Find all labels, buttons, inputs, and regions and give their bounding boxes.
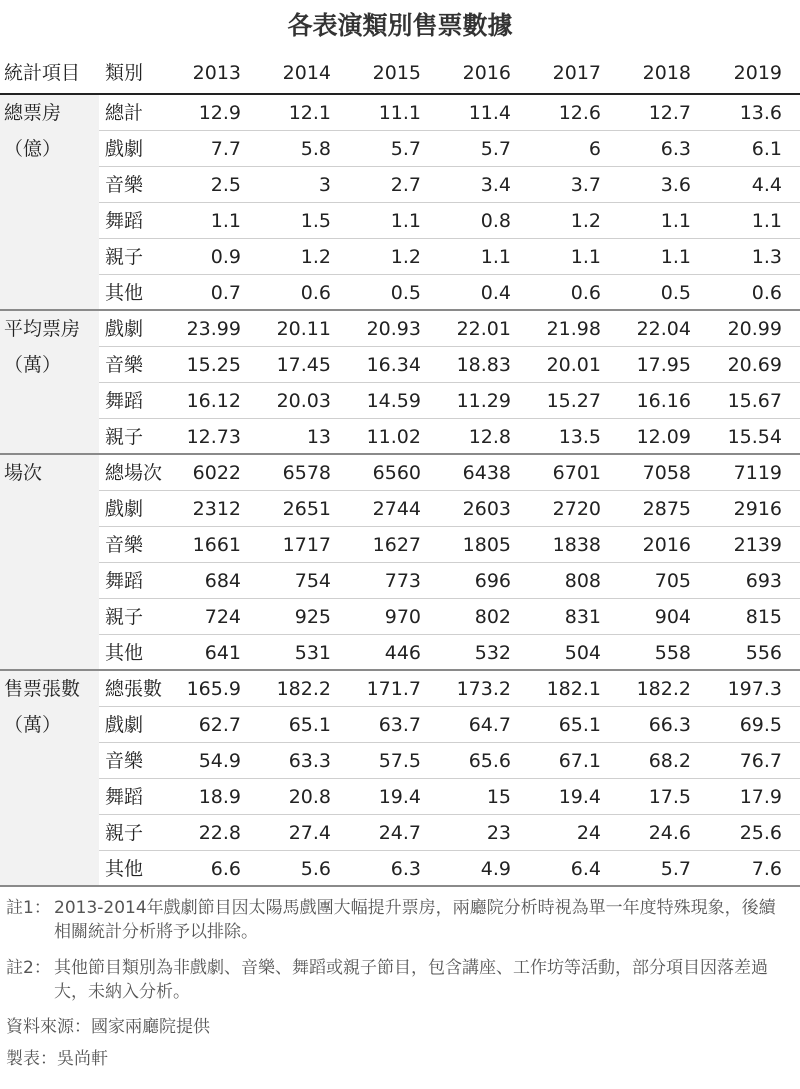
category-cell: 總計 xyxy=(105,102,144,124)
category-cell: 舞蹈 xyxy=(105,570,144,592)
value-cell: 20.01 xyxy=(546,354,601,376)
value-cell: 0.5 xyxy=(390,282,421,304)
category-cell: 總張數 xyxy=(105,678,163,700)
footnote-text: 2013-2014年戲劇節目因太陽馬戲團大幅提升票房，兩廳院分析時視為單一年度特殊現象，後續相關統計分析將予以排除。 xyxy=(54,898,776,942)
value-cell: 556 xyxy=(745,642,782,664)
value-cell: 2875 xyxy=(642,498,691,520)
value-cell: 23 xyxy=(486,822,511,844)
value-cell: 0.6 xyxy=(300,282,331,304)
value-cell: 2.5 xyxy=(210,174,241,196)
value-cell: 62.7 xyxy=(198,714,241,736)
value-cell: 17.5 xyxy=(648,786,691,808)
value-cell: 12.1 xyxy=(288,102,331,124)
value-cell: 14.59 xyxy=(366,390,421,412)
value-cell: 4.4 xyxy=(751,174,782,196)
table-row xyxy=(99,419,800,455)
value-cell: 20.8 xyxy=(288,786,331,808)
value-cell: 446 xyxy=(384,642,421,664)
value-cell: 64.7 xyxy=(468,714,511,736)
value-cell: 20.99 xyxy=(727,318,782,340)
value-cell: 0.6 xyxy=(751,282,782,304)
value-cell: 17.45 xyxy=(276,354,331,376)
column-header-year: 2015 xyxy=(372,62,421,84)
value-cell: 6560 xyxy=(372,462,421,484)
column-header-item: 統計項目 xyxy=(4,62,81,84)
value-cell: 12.7 xyxy=(648,102,691,124)
value-cell: 641 xyxy=(204,642,241,664)
category-cell: 戲劇 xyxy=(105,714,144,736)
table-row xyxy=(99,311,800,347)
category-cell: 舞蹈 xyxy=(105,210,144,232)
value-cell: 182.1 xyxy=(546,678,601,700)
value-cell: 24 xyxy=(576,822,601,844)
value-cell: 182.2 xyxy=(636,678,691,700)
value-cell: 7.6 xyxy=(751,858,782,880)
value-cell: 69.5 xyxy=(739,714,782,736)
value-cell: 1.1 xyxy=(751,210,782,232)
table-row xyxy=(99,491,800,527)
table-row xyxy=(99,599,800,635)
value-cell: 2720 xyxy=(552,498,601,520)
value-cell: 4.9 xyxy=(480,858,511,880)
value-cell: 6578 xyxy=(282,462,331,484)
value-cell: 6.3 xyxy=(660,138,691,160)
value-cell: 696 xyxy=(474,570,511,592)
value-cell: 15.25 xyxy=(186,354,241,376)
table-row xyxy=(99,131,800,167)
table-row xyxy=(99,95,800,131)
value-cell: 76.7 xyxy=(739,750,782,772)
table-title: 各表演類別售票數據 xyxy=(287,11,513,40)
value-cell: 1838 xyxy=(552,534,601,556)
value-cell: 2651 xyxy=(282,498,331,520)
group-label: 售票張數 xyxy=(4,678,81,700)
credit-note: 製表：吳尚軒 xyxy=(6,1049,108,1069)
value-cell: 970 xyxy=(384,606,421,628)
value-cell: 0.4 xyxy=(480,282,511,304)
table-row xyxy=(99,635,800,671)
value-cell: 925 xyxy=(294,606,331,628)
value-cell: 57.5 xyxy=(378,750,421,772)
value-cell: 54.9 xyxy=(198,750,241,772)
value-cell: 1.2 xyxy=(390,246,421,268)
footnote-label: 註2： xyxy=(6,958,51,978)
category-cell: 其他 xyxy=(105,282,144,304)
value-cell: 0.7 xyxy=(210,282,241,304)
category-cell: 戲劇 xyxy=(105,498,144,520)
value-cell: 17.95 xyxy=(636,354,691,376)
value-cell: 22.8 xyxy=(198,822,241,844)
column-header-year: 2018 xyxy=(642,62,691,84)
column-header-year: 2013 xyxy=(192,62,241,84)
category-cell: 戲劇 xyxy=(105,318,144,340)
value-cell: 13.6 xyxy=(739,102,782,124)
value-cell: 1.3 xyxy=(751,246,782,268)
value-cell: 5.6 xyxy=(300,858,331,880)
source-note: 資料來源：國家兩廳院提供 xyxy=(6,1017,210,1037)
value-cell: 2744 xyxy=(372,498,421,520)
group-label: （億） xyxy=(4,138,62,160)
value-cell: 773 xyxy=(384,570,421,592)
table-row xyxy=(99,563,800,599)
value-cell: 11.02 xyxy=(366,426,421,448)
value-cell: 2603 xyxy=(462,498,511,520)
value-cell: 5.8 xyxy=(300,138,331,160)
value-cell: 3.6 xyxy=(660,174,691,196)
value-cell: 0.9 xyxy=(210,246,241,268)
category-cell: 音樂 xyxy=(105,174,144,196)
category-cell: 親子 xyxy=(105,822,144,844)
value-cell: 27.4 xyxy=(288,822,331,844)
table-row xyxy=(99,851,800,887)
value-cell: 11.29 xyxy=(456,390,511,412)
value-cell: 15.54 xyxy=(727,426,782,448)
value-cell: 24.7 xyxy=(378,822,421,844)
category-cell: 其他 xyxy=(105,642,144,664)
category-cell: 音樂 xyxy=(105,534,144,556)
group-label: 場次 xyxy=(4,462,43,484)
value-cell: 531 xyxy=(294,642,331,664)
value-cell: 11.4 xyxy=(468,102,511,124)
category-cell: 戲劇 xyxy=(105,138,144,160)
category-cell: 舞蹈 xyxy=(105,390,144,412)
value-cell: 15.67 xyxy=(727,390,782,412)
table-row xyxy=(99,455,800,491)
value-cell: 2139 xyxy=(733,534,782,556)
value-cell: 5.7 xyxy=(390,138,421,160)
value-cell: 173.2 xyxy=(456,678,511,700)
value-cell: 1.2 xyxy=(570,210,601,232)
value-cell: 67.1 xyxy=(558,750,601,772)
value-cell: 6701 xyxy=(552,462,601,484)
value-cell: 1.1 xyxy=(480,246,511,268)
value-cell: 6.6 xyxy=(210,858,241,880)
category-cell: 舞蹈 xyxy=(105,786,144,808)
footnote xyxy=(6,956,791,1004)
value-cell: 13 xyxy=(306,426,331,448)
table-row xyxy=(99,347,800,383)
value-cell: 23.99 xyxy=(186,318,241,340)
value-cell: 17.9 xyxy=(739,786,782,808)
group-label: （萬） xyxy=(4,714,62,736)
value-cell: 1805 xyxy=(462,534,511,556)
value-cell: 1661 xyxy=(192,534,241,556)
value-cell: 802 xyxy=(474,606,511,628)
value-cell: 6.4 xyxy=(570,858,601,880)
value-cell: 24.6 xyxy=(648,822,691,844)
value-cell: 20.11 xyxy=(276,318,331,340)
value-cell: 20.69 xyxy=(727,354,782,376)
value-cell: 7058 xyxy=(642,462,691,484)
value-cell: 25.6 xyxy=(739,822,782,844)
value-cell: 0.8 xyxy=(480,210,511,232)
column-header-year: 2016 xyxy=(462,62,511,84)
table-row xyxy=(99,527,800,563)
value-cell: 13.5 xyxy=(558,426,601,448)
table-row xyxy=(99,707,800,743)
footnote-label: 註1： xyxy=(6,898,51,918)
value-cell: 182.2 xyxy=(276,678,331,700)
value-cell: 705 xyxy=(654,570,691,592)
value-cell: 0.5 xyxy=(660,282,691,304)
value-cell: 815 xyxy=(745,606,782,628)
table-row xyxy=(99,383,800,419)
column-header-category: 類別 xyxy=(105,62,144,84)
value-cell: 2.7 xyxy=(390,174,421,196)
group-label: （萬） xyxy=(4,354,62,376)
value-cell: 1717 xyxy=(282,534,331,556)
value-cell: 12.6 xyxy=(558,102,601,124)
category-cell: 音樂 xyxy=(105,750,144,772)
value-cell: 16.34 xyxy=(366,354,421,376)
value-cell: 1.1 xyxy=(660,210,691,232)
value-cell: 754 xyxy=(294,570,331,592)
footnote xyxy=(6,896,791,944)
category-cell: 親子 xyxy=(105,606,144,628)
value-cell: 904 xyxy=(654,606,691,628)
value-cell: 7.7 xyxy=(210,138,241,160)
value-cell: 68.2 xyxy=(648,750,691,772)
value-cell: 6.1 xyxy=(751,138,782,160)
value-cell: 165.9 xyxy=(186,678,241,700)
value-cell: 6.3 xyxy=(390,858,421,880)
value-cell: 558 xyxy=(654,642,691,664)
value-cell: 1.1 xyxy=(660,246,691,268)
column-header-year: 2017 xyxy=(552,62,601,84)
category-cell: 親子 xyxy=(105,426,144,448)
value-cell: 20.03 xyxy=(276,390,331,412)
group-label: 總票房 xyxy=(4,102,62,124)
table-row xyxy=(99,275,800,311)
value-cell: 66.3 xyxy=(648,714,691,736)
value-cell: 22.04 xyxy=(636,318,691,340)
value-cell: 504 xyxy=(564,642,601,664)
value-cell: 65.6 xyxy=(468,750,511,772)
value-cell: 12.8 xyxy=(468,426,511,448)
table-row xyxy=(99,203,800,239)
value-cell: 1.1 xyxy=(390,210,421,232)
value-cell: 19.4 xyxy=(558,786,601,808)
value-cell: 18.9 xyxy=(198,786,241,808)
value-cell: 197.3 xyxy=(727,678,782,700)
value-cell: 5.7 xyxy=(480,138,511,160)
value-cell: 724 xyxy=(204,606,241,628)
value-cell: 6438 xyxy=(462,462,511,484)
table-row xyxy=(99,239,800,275)
value-cell: 15.27 xyxy=(546,390,601,412)
category-cell: 總場次 xyxy=(105,462,163,484)
table-row xyxy=(99,815,800,851)
value-cell: 22.01 xyxy=(456,318,511,340)
value-cell: 19.4 xyxy=(378,786,421,808)
value-cell: 63.3 xyxy=(288,750,331,772)
value-cell: 11.1 xyxy=(378,102,421,124)
value-cell: 16.16 xyxy=(636,390,691,412)
value-cell: 12.9 xyxy=(198,102,241,124)
value-cell: 21.98 xyxy=(546,318,601,340)
value-cell: 3 xyxy=(318,174,331,196)
value-cell: 1.1 xyxy=(210,210,241,232)
value-cell: 684 xyxy=(204,570,241,592)
table-row xyxy=(99,779,800,815)
value-cell: 532 xyxy=(474,642,511,664)
value-cell: 65.1 xyxy=(288,714,331,736)
value-cell: 1.5 xyxy=(300,210,331,232)
value-cell: 2312 xyxy=(192,498,241,520)
value-cell: 3.7 xyxy=(570,174,601,196)
value-cell: 808 xyxy=(564,570,601,592)
column-header-year: 2014 xyxy=(282,62,331,84)
value-cell: 2016 xyxy=(642,534,691,556)
value-cell: 12.09 xyxy=(636,426,691,448)
value-cell: 1.1 xyxy=(570,246,601,268)
value-cell: 1.2 xyxy=(300,246,331,268)
value-cell: 7119 xyxy=(733,462,782,484)
value-cell: 20.93 xyxy=(366,318,421,340)
footnote-text: 其他節目類別為非戲劇、音樂、舞蹈或親子節目，包含講座、工作坊等活動，部分項目因落差過大，未納入分析。 xyxy=(54,958,768,1002)
value-cell: 16.12 xyxy=(186,390,241,412)
value-cell: 6022 xyxy=(192,462,241,484)
value-cell: 831 xyxy=(564,606,601,628)
value-cell: 2916 xyxy=(733,498,782,520)
value-cell: 15 xyxy=(486,786,511,808)
value-cell: 65.1 xyxy=(558,714,601,736)
category-cell: 其他 xyxy=(105,858,144,880)
value-cell: 1627 xyxy=(372,534,421,556)
value-cell: 18.83 xyxy=(456,354,511,376)
table-row xyxy=(99,743,800,779)
category-cell: 音樂 xyxy=(105,354,144,376)
value-cell: 171.7 xyxy=(366,678,421,700)
group-label: 平均票房 xyxy=(4,318,81,340)
table-row xyxy=(99,671,800,707)
value-cell: 5.7 xyxy=(660,858,691,880)
value-cell: 0.6 xyxy=(570,282,601,304)
value-cell: 63.7 xyxy=(378,714,421,736)
value-cell: 693 xyxy=(745,570,782,592)
category-cell: 親子 xyxy=(105,246,144,268)
table-row xyxy=(99,167,800,203)
value-cell: 12.73 xyxy=(186,426,241,448)
column-header-year: 2019 xyxy=(733,62,782,84)
value-cell: 6 xyxy=(588,138,601,160)
value-cell: 3.4 xyxy=(480,174,511,196)
